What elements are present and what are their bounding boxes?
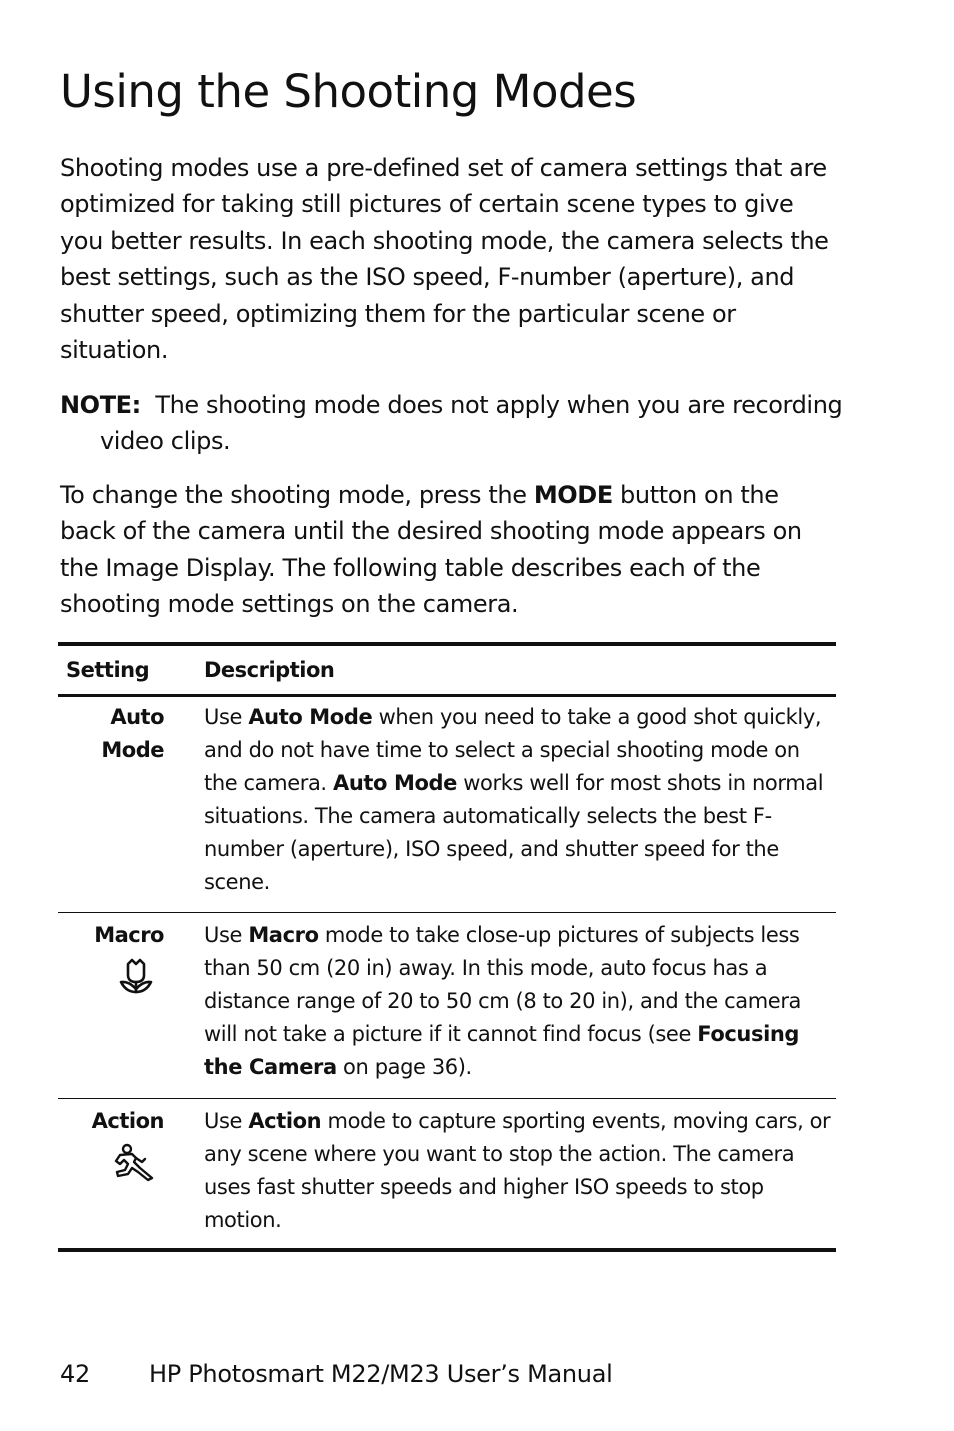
desc-bold: Auto Mode — [332, 771, 457, 795]
shooting-modes-table — [58, 642, 836, 1252]
desc-bold: Action — [248, 1109, 322, 1133]
setting-cell — [58, 919, 204, 1008]
setting-cell — [58, 1105, 204, 1192]
header-setting: Setting — [66, 658, 150, 682]
page-number: 42 — [60, 1360, 90, 1388]
page-title: Using the Shooting Modes — [60, 65, 637, 118]
setting-label: Macro — [94, 923, 164, 947]
note-label: NOTE: — [60, 391, 141, 419]
mode-instructions-before: To change the shooting mode, press the — [60, 481, 534, 509]
setting-label-line2: Mode — [101, 738, 164, 762]
table-bottom-rule — [58, 1248, 836, 1252]
desc-text: mode to take close-up pictures of subjects less than 50 cm (20 in) away. In this mode, auto focus has a distance range of 20 to 50 cm (8 to 20 in), and the camera will not take a picture if it cannot find focus (see — [204, 923, 802, 1046]
desc-text: Use — [204, 923, 249, 947]
mode-instructions-paragraph — [60, 477, 840, 623]
description-cell — [204, 1105, 836, 1237]
header-description: Description — [204, 658, 335, 682]
desc-text: mode to capture sporting events, moving cars, or any scene where you want to stop the action. The camera uses fast shutter speeds and higher ISO speeds to stop motion. — [204, 1109, 831, 1232]
action-runner-icon — [58, 1142, 164, 1192]
manual-title: HP Photosmart M22/M23 User’s Manual — [149, 1360, 613, 1388]
page-footer — [60, 1357, 613, 1391]
description-cell — [204, 919, 836, 1084]
intro-paragraph: Shooting modes use a pre-defined set of camera settings that are optimized for taking still pictures of certain scene types to give you better results. In each shooting mode, the camera selects the best settings, such as the ISO speed, F-number (aperture), and shutter speed, optimizing them for the particular scene or situation. — [60, 154, 829, 365]
note-text: The shooting mode does not apply when you are recording video clips. — [100, 391, 843, 456]
table-row-auto-mode — [58, 697, 836, 912]
table-row-macro — [58, 913, 836, 1098]
desc-text: when you need to take a good shot quickly, and do not have time to select a special shooting mode on the camera. — [204, 705, 822, 795]
desc-bold: Auto Mode — [248, 705, 373, 729]
note-paragraph — [60, 387, 860, 460]
mode-button-name: MODE — [533, 481, 613, 509]
desc-text: Use — [204, 705, 249, 729]
desc-text: works well for most shots in normal situations. The camera automatically selects the best F-number (aperture), ISO speed, and shutter speed for the scene. — [204, 771, 824, 894]
desc-bold: Macro — [248, 923, 319, 947]
desc-bold: Focusing the Camera — [204, 1022, 800, 1079]
macro-flower-icon — [58, 956, 164, 1008]
table-row-action — [58, 1099, 836, 1248]
setting-label: Action — [91, 1109, 164, 1133]
mode-instructions-after: button on the back of the camera until the desired shooting mode appears on the Image Display. The following table describes each of the shooting mode settings on the camera. — [60, 481, 802, 619]
desc-text: Use — [204, 1109, 249, 1133]
setting-label-line1: Auto — [110, 705, 164, 729]
table-header-row — [58, 646, 836, 694]
setting-cell — [58, 701, 204, 767]
desc-text: on page 36). — [336, 1055, 472, 1079]
description-cell — [204, 701, 836, 899]
